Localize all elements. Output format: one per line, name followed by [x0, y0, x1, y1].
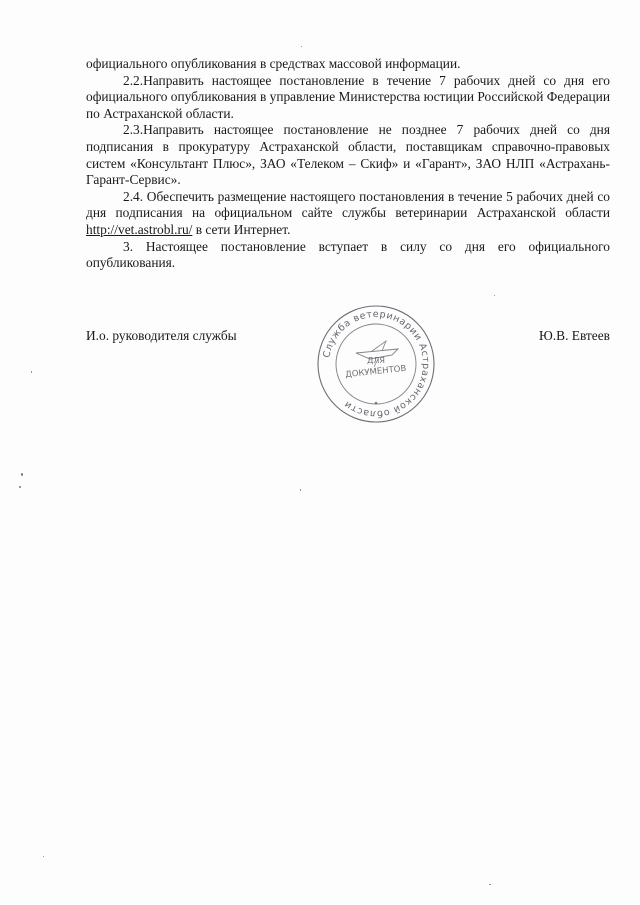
seal-center-bottom: ДОКУМЕНТОВ — [344, 363, 407, 381]
scan-speck — [494, 295, 495, 296]
scan-speck — [489, 884, 491, 885]
scan-speck — [43, 856, 44, 857]
document-body — [86, 56, 610, 272]
scan-speck — [21, 473, 23, 476]
scan-speck — [301, 46, 302, 47]
seal-center-top: ДЛЯ — [367, 356, 385, 365]
paragraph-2-4: 2.4. Обеспечить размещение настоящего постановления в течение 5 рабочих дней со дня подписания на официальном сайте службы ветеринарии Астраханской области http://vet.astrobl.ru/ в сети Интернет. — [86, 188, 610, 237]
paragraph-2-3: 2.3.Направить настоящее постановление не позднее 7 рабочих дней со дня подписания в прокуратуру Астраханской области, поставщикам справочно-правовых систем «Консультант Плюс», ЗАО «Телеком – Скиф» и «Гарант», ЗАО НЛП «Астрахань-Гарант-Сервис». — [86, 122, 610, 188]
signatory-name: Ю.В. Евтеев — [539, 328, 610, 343]
paragraph-3: 3. Настоящее постановление вступает в силу со дня его официального опубликования. — [86, 238, 610, 271]
paragraph-2-2: 2.2.Направить настоящее постановление в течение 7 рабочих дней со дня его официального опубликования в управление Министерства юстиции Российской Федерации по Астраханской области. — [86, 72, 610, 121]
seal-ring-text: Служба ветеринарии Астраханской области — [321, 308, 432, 420]
official-seal — [312, 305, 440, 423]
signatory-title: И.о. руководителя службы — [86, 328, 237, 343]
scan-speck — [300, 489, 301, 491]
scan-speck — [31, 371, 32, 373]
paragraph-continuation: официального опубликования в средствах массовой информации. — [86, 56, 461, 71]
scan-speck — [19, 486, 21, 488]
website-link[interactable]: http://vet.astrobl.ru/ — [86, 221, 193, 237]
